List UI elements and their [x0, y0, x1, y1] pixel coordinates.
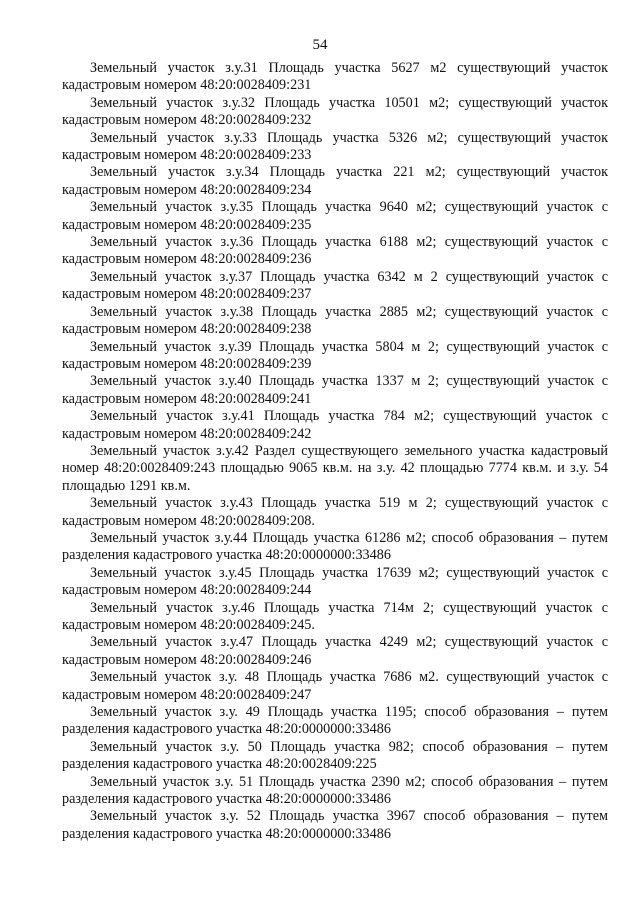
paragraph-zu40: Земельный участок з.у.40 Площадь участка 1337 м 2; существующий участок с кадастровым номером 48:20:0028409:241	[62, 373, 608, 407]
paragraph-zu33: Земельный участок з.у.33 Площадь участка 5326 м2; существующий участок кадастровым номером 48:20:0028409:233	[62, 129, 608, 164]
paragraph-zu38: Земельный участок з.у.38 Площадь участка 2885 м2; существующий участок с кадастровым номером 48:20:0028409:238	[62, 303, 608, 338]
paragraph-zu42: Земельный участок з.у.42 Раздел существующего земельного участка кадастровый номер 48:20:0028409:243 площадью 9065 кв.м. на з.у. 42 площадью 7774 кв.м. и з.у. 54 площадью 1291 кв.м.	[62, 442, 608, 494]
paragraph-zu35: Земельный участок з.у.35 Площадь участка 9640 м2; существующий участок с кадастровым номером 48:20:0028409:235	[62, 199, 608, 233]
paragraph-zu36: Земельный участок з.у.36 Площадь участка 6188 м2; существующий участок с кадастровым номером 48:20:0028409:236	[62, 234, 608, 268]
paragraph-zu31: Земельный участок з.у.31 Площадь участка 5627 м2 существующий участок кадастровым номером 48:20:0028409:231	[62, 60, 608, 94]
paragraph-zu48: Земельный участок з.у. 48 Площадь участка 7686 м2. существующий участок с кадастровым номером 48:20:0028409:247	[62, 669, 608, 703]
page-number: 54	[312, 37, 328, 53]
document-body	[62, 60, 608, 843]
paragraph-zu44: Земельный участок з.у.44 Площадь участка 61286 м2; способ образования – путем разделения кадастрового участка 48:20:0000000:33486	[62, 529, 608, 564]
paragraph-zu47: Земельный участок з.у.47 Площадь участка 4249 м2; существующий участок с кадастровым номером 48:20:0028409:246	[62, 634, 608, 668]
paragraph-zu46: Земельный участок з.у.46 Площадь участка 714м 2; существующий участок с кадастровым номером 48:20:0028409:245.	[62, 599, 608, 633]
paragraph-zu43: Земельный участок з.у.43 Площадь участка 519 м 2; существующий участок с кадастровым номером 48:20:0028409:208.	[62, 495, 608, 529]
paragraph-zu45: Земельный участок з.у.45 Площадь участка 17639 м2; существующий участок с кадастровым номером 48:20:0028409:244	[62, 564, 608, 599]
paragraph-zu52: Земельный участок з.у. 52 Площадь участка 3967 способ образования – путем разделения кадастрового участка 48:20:0000000:33486	[62, 808, 608, 842]
paragraph-zu49: Земельный участок з.у. 49 Площадь участка 1195; способ образования – путем разделения кадастрового участка 48:20:0000000:33486	[62, 704, 608, 738]
paragraph-zu39: Земельный участок з.у.39 Площадь участка 5804 м 2; существующий участок с кадастровым номером 48:20:0028409:239	[62, 338, 608, 372]
paragraph-zu37: Земельный участок з.у.37 Площадь участка 6342 м 2 существующий участок с кадастровым номером 48:20:0028409:237	[62, 268, 608, 303]
paragraph-zu51: Земельный участок з.у. 51 Площадь участка 2390 м2; способ образования – путем разделения кадастрового участка 48:20:0000000:33486	[62, 773, 608, 808]
paragraph-zu50: Земельный участок з.у. 50 Площадь участка 982; способ образования – путем разделения кадастрового участка 48:20:0028409:225	[62, 738, 608, 773]
paragraph-zu41: Земельный участок з.у.41 Площадь участка 784 м2; существующий участок с кадастровым номером 48:20:0028409:242	[62, 408, 608, 442]
paragraph-zu32: Земельный участок з.у.32 Площадь участка 10501 м2; существующий участок кадастровым номером 48:20:0028409:232	[62, 94, 608, 129]
paragraph-zu34: Земельный участок з.у.34 Площадь участка 221 м2; существующий участок кадастровым номером 48:20:0028409:234	[62, 164, 608, 198]
